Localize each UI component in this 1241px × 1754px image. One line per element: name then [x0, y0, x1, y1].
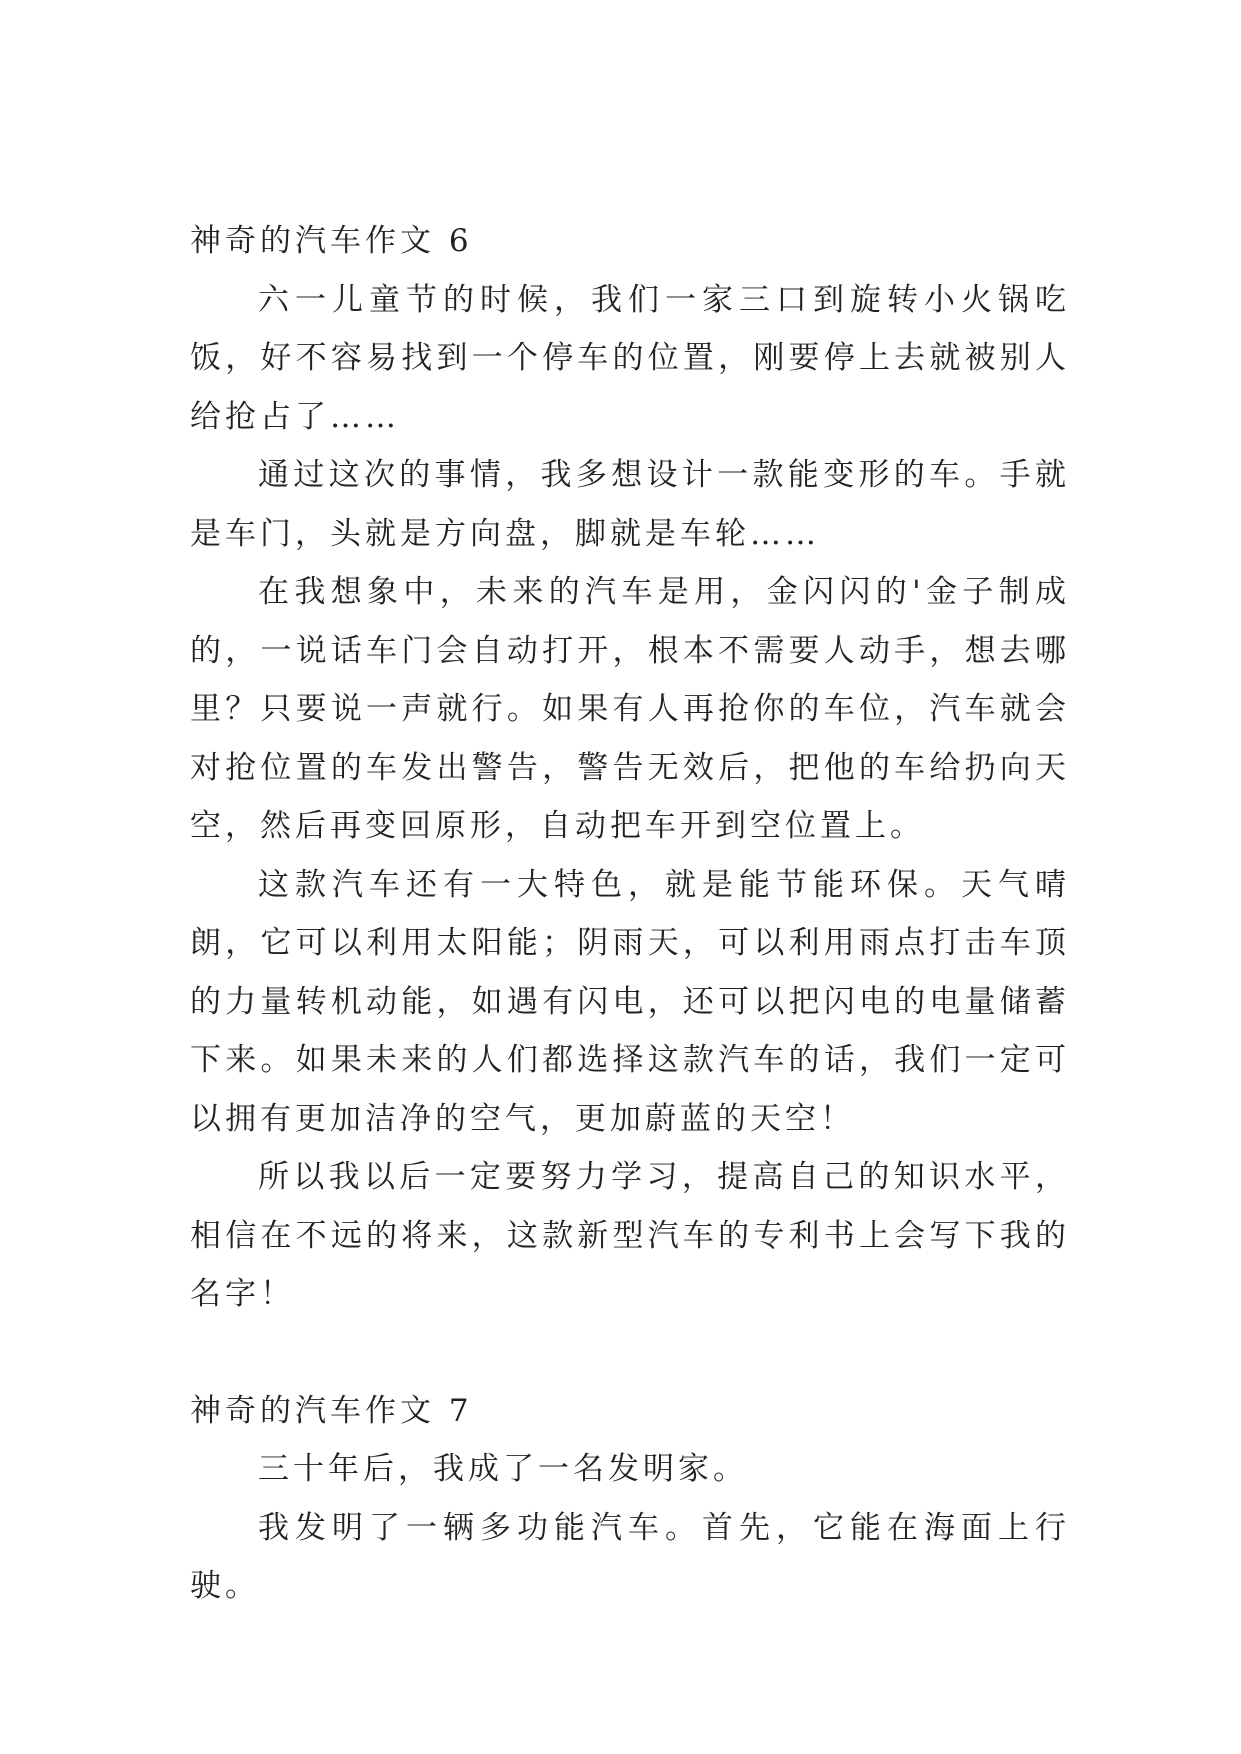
section-title-7: 神奇的汽车作文 7 [190, 1392, 473, 1429]
paragraph: 六一儿童节的时候，我们一家三口到旋转小火锅吃饭，好不容易找到一个停车的位置，刚要停上去就被别人给抢占了…… [190, 281, 1070, 435]
paragraph: 所以我以后一定要努力学习，提高自己的知识水平，相信在不远的将来，这款新型汽车的专利书上会写下我的名字！ [190, 1159, 1070, 1312]
paragraph: 在我想象中，未来的汽车是用，金闪闪的'金子制成的，一说话车门会自动打开，根本不需要人动手，想去哪里？只要说一声就行。如果有人再抢你的车位，汽车就会对抢位置的车发出警告，警告无效后，把他的车给扔向天空，然后再变回原形，自动把车开到空位置上。 [190, 574, 1070, 844]
section-title-6: 神奇的汽车作文 6 [190, 223, 473, 259]
paragraph: 我发明了一辆多功能汽车。首先，它能在海面上行驶。 [190, 1509, 1070, 1604]
essay-content [190, 212, 1070, 1616]
paragraph: 通过这次的事情，我多想设计一款能变形的车。手就是车门，头就是方向盘，脚就是车轮…… [190, 457, 1070, 552]
paragraph: 三十年后，我成了一名发明家。 [258, 1451, 748, 1487]
section-spacer [190, 1324, 1070, 1382]
paragraph: 这款汽车还有一大特色，就是能节能环保。天气晴朗，它可以利用太阳能；阴雨天，可以利用雨点打击车顶的力量转机动能，如遇有闪电，还可以把闪电的电量储蓄下来。如果未来的人们都选择这款汽车的话，我们一定可以拥有更加洁净的空气，更加蔚蓝的天空！ [190, 866, 1070, 1137]
